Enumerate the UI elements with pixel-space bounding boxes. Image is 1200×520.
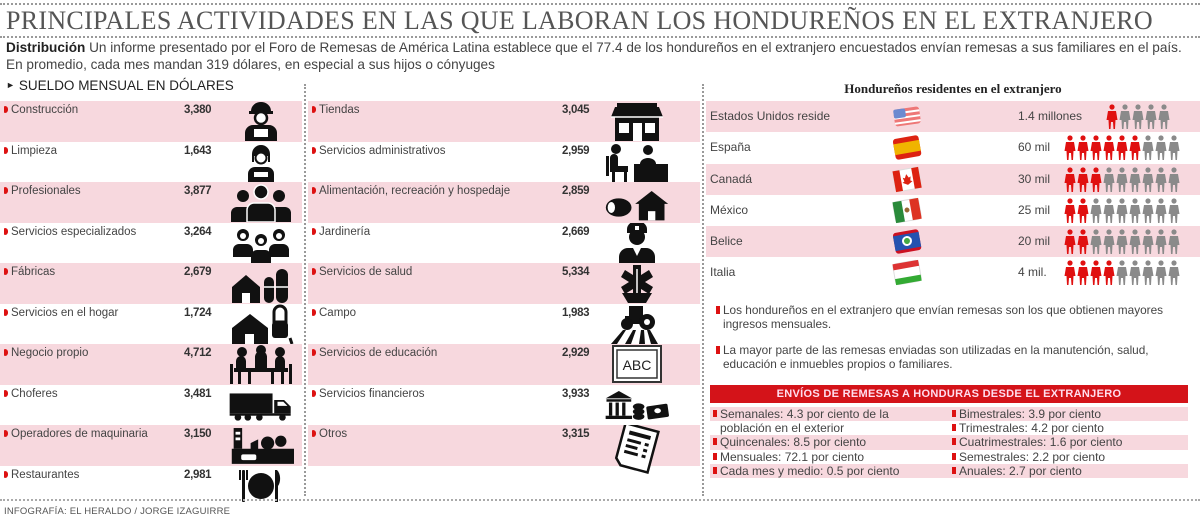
salary-label: Servicios administrativos: [312, 145, 446, 157]
person-icon: [1142, 260, 1154, 285]
salary-label: Alimentación, recreación y hospedaje: [312, 185, 510, 197]
country-name: España: [710, 140, 751, 155]
bullet-icon: [4, 390, 8, 397]
remittance-item: Trimestrales: 4.2 por ciento: [949, 421, 1188, 435]
salary-label: Servicios de salud: [312, 266, 412, 278]
person-icon: [1077, 167, 1089, 192]
intro-paragraph: [6, 39, 1196, 73]
people-pictogram: [1064, 229, 1180, 254]
resident-count: 4 mil.: [1018, 265, 1047, 280]
machinery-icon: [228, 425, 294, 465]
bullet-icon: [952, 438, 956, 445]
salary-label: Construcción: [4, 104, 78, 116]
person-icon: [1103, 198, 1115, 223]
people-pictogram: [1064, 198, 1180, 223]
remittance-item: Semestrales: 2.2 por ciento: [949, 450, 1188, 464]
person-icon: [1129, 167, 1141, 192]
person-icon: [1142, 167, 1154, 192]
person-icon: [1129, 229, 1141, 254]
construction-worker-icon: [228, 101, 294, 141]
salary-label: Limpieza: [4, 145, 57, 157]
title-divider: [0, 36, 1200, 38]
bullet-icon: [952, 410, 956, 417]
remittance-item: Cada mes y medio: 0.5 por ciento: [710, 464, 949, 478]
salary-value: 3,877: [184, 185, 212, 197]
country-name: Estados Unidos reside: [710, 109, 831, 123]
salary-row: [308, 304, 700, 345]
salary-label: Negocio propio: [4, 347, 88, 359]
person-icon: [1106, 104, 1118, 129]
person-icon: [1155, 198, 1167, 223]
notes: [716, 303, 1186, 383]
person-icon: [1090, 229, 1102, 254]
triangle-bullet-icon: ►: [6, 80, 15, 90]
bullet-icon: [4, 471, 8, 478]
residents-rows: [706, 101, 1200, 289]
salary-label: Restaurantes: [4, 469, 79, 481]
salary-row: [0, 344, 302, 385]
bullet-icon: [952, 467, 956, 474]
remittance-heading: ENVÍOS DE REMESAS A HONDURAS DESDE EL EXTRANJERO: [710, 385, 1188, 403]
salary-value: 3,045: [562, 104, 590, 116]
medical-icon: [604, 263, 670, 303]
salary-value: 1,724: [184, 306, 212, 319]
resident-count: 1.4 millones: [1018, 109, 1083, 123]
svg-text:ABC: ABC: [622, 357, 652, 373]
resident-count: 25 mil: [1018, 202, 1051, 217]
person-icon: [1116, 167, 1128, 192]
person-icon: [1168, 198, 1180, 223]
belize-flag-icon: [892, 228, 922, 255]
salary-value: 2,959: [562, 144, 590, 157]
salary-value: 2,859: [562, 185, 590, 197]
column-divider: [304, 84, 306, 496]
salary-row: [308, 263, 700, 304]
resident-row: [706, 257, 1200, 288]
salary-row: [0, 182, 302, 223]
remittance-item: Semanales: 4.3 por ciento de la: [710, 407, 949, 421]
bullet-icon: [312, 106, 316, 113]
person-icon: [1064, 229, 1076, 254]
resident-row: [706, 132, 1200, 163]
person-icon: [1142, 135, 1154, 160]
person-icon: [1090, 260, 1102, 285]
home-services-icon: [228, 304, 294, 344]
salary-value: 3,933: [562, 387, 590, 400]
remittance-item: Bimestrales: 3.9 por ciento: [949, 407, 1188, 421]
person-icon: [1155, 260, 1167, 285]
salary-value: 3,264: [184, 225, 212, 238]
bullet-icon: [716, 346, 720, 354]
salary-label: Operadores de maquinaria: [4, 428, 148, 440]
bullet-icon: [312, 147, 316, 154]
salary-row: [308, 425, 700, 466]
person-icon: [1129, 260, 1141, 285]
country-name: Canadá: [710, 171, 753, 186]
bullet-icon: [713, 410, 717, 417]
bullet-icon: [4, 268, 8, 275]
bullet-icon: [312, 309, 316, 316]
bullet-icon: [312, 187, 316, 194]
person-icon: [1145, 104, 1157, 129]
people-pictogram: [1064, 135, 1180, 160]
salary-label: Jardinería: [312, 226, 370, 238]
canada-flag-icon: [892, 166, 922, 193]
note-item: La mayor parte de las remesas enviadas son utilizadas en la manutención, salud, educación e inmuebles propios o familiares.: [716, 343, 1186, 371]
spain-flag-icon: [892, 134, 922, 161]
person-icon: [1064, 260, 1076, 285]
person-icon: [1077, 229, 1089, 254]
person-icon: [1077, 135, 1089, 160]
person-icon: [1129, 198, 1141, 223]
person-icon: [1129, 135, 1141, 160]
person-icon: [1168, 167, 1180, 192]
bullet-icon: [4, 309, 8, 316]
person-icon: [1103, 229, 1115, 254]
person-icon: [1090, 135, 1102, 160]
salary-row: [308, 142, 700, 183]
business-meeting-icon: [228, 344, 294, 384]
salary-label: Campo: [312, 307, 356, 319]
italy-flag-icon: [892, 259, 922, 286]
person-icon: [1155, 229, 1167, 254]
salary-label: Servicios de educación: [312, 347, 437, 359]
factory-icon: [228, 263, 294, 303]
remittance-column-left: [710, 407, 949, 478]
person-icon: [1168, 229, 1180, 254]
salary-row: [0, 385, 302, 426]
resident-row: [706, 101, 1200, 132]
store-icon: [604, 101, 670, 141]
remittance-column-right: [949, 407, 1188, 478]
food-lodging-icon: [604, 182, 670, 222]
salary-value: 2,679: [184, 266, 212, 278]
document-list-icon: [604, 425, 670, 465]
salary-row: [308, 344, 700, 385]
person-icon: [1119, 104, 1131, 129]
remittance-item: Quincenales: 8.5 por ciento: [710, 435, 949, 449]
person-icon: [1158, 104, 1170, 129]
person-icon: [1168, 135, 1180, 160]
cleaning-worker-icon: [228, 142, 294, 182]
bullet-icon: [4, 349, 8, 356]
bullet-icon: [713, 467, 717, 474]
salary-column-right: [308, 101, 700, 466]
country-name: México: [710, 202, 749, 217]
person-icon: [1155, 167, 1167, 192]
resident-count: 20 mil: [1018, 234, 1051, 249]
salary-value: 5,334: [562, 266, 590, 278]
remittance-item: Cuatrimestrales: 1.6 por ciento: [949, 435, 1188, 449]
salary-value: 2,981: [184, 468, 212, 481]
country-name: Italia: [710, 265, 736, 280]
bullet-icon: [312, 349, 316, 356]
person-icon: [1103, 167, 1115, 192]
person-icon: [1155, 135, 1167, 160]
person-icon: [1116, 229, 1128, 254]
salary-row: [308, 101, 700, 142]
person-icon: [1077, 260, 1089, 285]
person-icon: [1090, 198, 1102, 223]
resident-count: 60 mil: [1018, 140, 1051, 155]
person-icon: [1064, 198, 1076, 223]
bullet-icon: [4, 228, 8, 235]
note-item: Los hondureños en el extranjero que envían remesas son los que obtienen mayores ingresos mensuales.: [716, 303, 1186, 331]
person-icon: [1116, 135, 1128, 160]
salary-value: 3,481: [184, 387, 212, 400]
salary-value: 1,983: [562, 306, 590, 319]
intro-text: Un informe presentado por el Foro de Remesas de América Latina establece que el 77.4 de los hondureños en el extranjero encuestados envían remesas a sus familiares en el país. En promedio, cada mes mandan 319 dólares, en especial a sus hijos o cónyuges: [6, 40, 1182, 72]
office-desk-icon: [604, 142, 670, 182]
salary-column-left: [0, 101, 302, 506]
country-name: Belice: [710, 234, 743, 249]
salary-label: Profesionales: [4, 185, 81, 197]
person-icon: [1142, 198, 1154, 223]
bullet-icon: [713, 453, 717, 460]
person-icon: [1103, 260, 1115, 285]
truck-icon: [228, 385, 294, 425]
bullet-icon: [952, 424, 956, 431]
salary-value: 2,929: [562, 347, 590, 359]
bullet-icon: [952, 453, 956, 460]
salary-row: [308, 385, 700, 426]
person-icon: [1064, 135, 1076, 160]
salary-row: [0, 304, 302, 345]
salary-row: [308, 223, 700, 264]
salary-label: Servicios financieros: [312, 388, 424, 400]
mexico-flag-icon: [892, 197, 922, 224]
salary-label: Tiendas: [312, 104, 360, 116]
salary-row: [0, 223, 302, 264]
top-divider: [0, 3, 1200, 5]
person-icon: [1077, 198, 1089, 223]
bottom-divider: [0, 499, 1200, 501]
salary-value: 4,712: [184, 347, 212, 359]
salary-row: [0, 142, 302, 183]
person-icon: [1064, 167, 1076, 192]
person-icon: [1116, 198, 1128, 223]
resident-row: [706, 164, 1200, 195]
salary-label: Servicios en el hogar: [4, 307, 118, 319]
intro-lead: Distribución: [6, 40, 86, 55]
salary-value: 1,643: [184, 144, 212, 157]
resident-row: [706, 195, 1200, 226]
bullet-icon: [312, 228, 316, 235]
person-icon: [1090, 167, 1102, 192]
tractor-icon: [604, 304, 670, 344]
bullet-icon: [4, 106, 8, 113]
credit-line: INFOGRAFÍA: EL HERALDO / JORGE IZAGUIRRE: [4, 506, 231, 517]
bullet-icon: [4, 147, 8, 154]
bullet-icon: [4, 430, 8, 437]
person-icon: [1116, 260, 1128, 285]
bank-money-icon: [604, 385, 670, 425]
person-icon: [1103, 135, 1115, 160]
salary-heading: ► SUELDO MENSUAL EN DÓLARES: [6, 78, 234, 93]
bullet-icon: [716, 306, 720, 314]
resident-count: 30 mil: [1018, 171, 1051, 186]
usa-flag-icon: [892, 103, 922, 130]
salary-label: Servicios especializados: [4, 226, 136, 238]
salary-row: [308, 182, 700, 223]
bullet-icon: [713, 438, 717, 445]
salary-label: Fábricas: [4, 266, 55, 278]
professionals-group-icon: [228, 182, 294, 222]
remittance-frequency-box: [710, 385, 1188, 478]
salary-label: Choferes: [4, 388, 58, 400]
residents-panel: [706, 80, 1200, 289]
salary-row: [0, 263, 302, 304]
salary-value: 3,315: [562, 428, 590, 440]
column-divider: [702, 84, 704, 496]
person-icon: [1142, 229, 1154, 254]
abc-board-icon: [604, 344, 670, 384]
salary-row: [0, 425, 302, 466]
person-icon: [1132, 104, 1144, 129]
page-title: PRINCIPALES ACTIVIDADES EN LAS QUE LABORAN LOS HONDUREÑOS EN EL EXTRANJERO: [6, 6, 1153, 35]
salary-value: 3,380: [184, 104, 212, 116]
person-icon: [1168, 260, 1180, 285]
bullet-icon: [312, 390, 316, 397]
salary-value: 2,669: [562, 225, 590, 238]
remittance-item: Anuales: 2.7 por ciento: [949, 464, 1188, 478]
salary-row: [0, 101, 302, 142]
salary-value: 3,150: [184, 428, 212, 440]
bullet-icon: [312, 268, 316, 275]
people-pictogram: [1106, 104, 1170, 129]
bullet-icon: [312, 430, 316, 437]
resident-row: [706, 226, 1200, 257]
specialized-workers-icon: [228, 223, 294, 263]
residents-heading: Hondureños residentes en el extranjero: [844, 81, 1062, 96]
people-pictogram: [1064, 260, 1180, 285]
remittance-item: Mensuales: 72.1 por ciento: [710, 450, 949, 464]
salary-label: Otros: [312, 428, 347, 440]
gardener-icon: [604, 223, 670, 263]
bullet-icon: [4, 187, 8, 194]
remittance-item: población en el exterior: [720, 421, 845, 436]
people-pictogram: [1064, 167, 1180, 192]
